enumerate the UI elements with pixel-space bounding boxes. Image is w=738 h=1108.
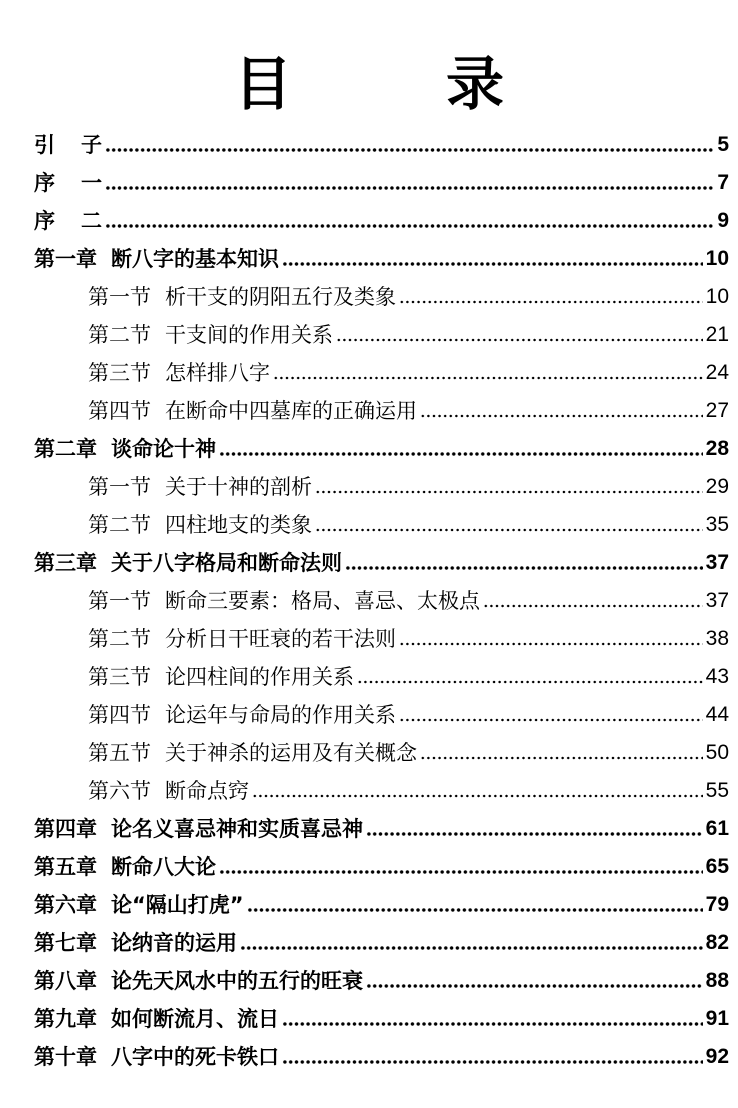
dot-leader — [105, 222, 714, 230]
chapter-title: 谈命论十神 — [111, 437, 216, 461]
page-number: 55 — [705, 779, 729, 802]
dot-leader — [399, 716, 703, 724]
dot-leader — [282, 1020, 703, 1028]
dot-leader — [105, 184, 714, 192]
chapter-title: 八字中的死卡铁口 — [111, 1045, 279, 1069]
section-title: 关于神杀的运用及有关概念 — [165, 741, 417, 765]
toc-entry-label — [88, 468, 312, 506]
toc-entry-label — [88, 278, 396, 316]
chapter-title: 论纳音的运用 — [111, 931, 237, 955]
section-title: 论四柱间的作用关系 — [165, 665, 354, 689]
dot-leader — [345, 564, 703, 572]
toc-entry-label — [88, 734, 417, 772]
toc-section-entry[interactable] — [34, 772, 729, 810]
chapter-title: 断命八大论 — [111, 855, 216, 879]
dot-leader — [315, 526, 703, 534]
toc-entry-label — [88, 658, 354, 696]
toc-entry-label — [34, 962, 363, 1000]
chapter-number: 第七章 — [34, 931, 97, 955]
section-number: 第二节 — [88, 627, 151, 651]
section-number: 第一节 — [88, 475, 151, 499]
dot-leader — [105, 146, 714, 154]
dot-leader — [219, 450, 703, 458]
section-title: 干支间的作用关系 — [165, 323, 333, 347]
chapter-number: 第一章 — [34, 247, 97, 271]
toc-section-entry[interactable] — [34, 316, 729, 354]
section-title: 在断命中四墓库的正确运用 — [165, 399, 417, 423]
toc-entry-label — [34, 126, 102, 164]
chapter-number: 第二章 — [34, 437, 97, 461]
toc-chapter-entry[interactable] — [34, 1038, 729, 1076]
section-number: 第四节 — [88, 703, 151, 727]
page-number: 5 — [717, 133, 729, 156]
chapter-number: 第四章 — [34, 817, 97, 841]
toc-entry-label — [88, 772, 249, 810]
dot-leader — [420, 754, 703, 762]
page-number: 79 — [705, 893, 729, 916]
page-number: 7 — [717, 171, 729, 194]
dot-leader — [483, 602, 703, 610]
section-title: 怎样排八字 — [165, 361, 270, 385]
toc-entry-label — [34, 1038, 279, 1076]
chapter-number: 序 — [34, 171, 55, 195]
toc-chapter-entry[interactable] — [34, 164, 729, 202]
toc-section-entry[interactable] — [34, 354, 729, 392]
toc-chapter-entry[interactable] — [34, 886, 729, 924]
toc-entry-label — [88, 354, 270, 392]
dot-leader — [247, 906, 703, 914]
chapter-title: 论“隔山打虎” — [111, 893, 244, 917]
toc-entry-label — [34, 886, 244, 924]
chapter-title: 论先天风水中的五行的旺衰 — [111, 969, 363, 993]
page-number: 65 — [705, 855, 729, 878]
section-number: 第三节 — [88, 361, 151, 385]
section-number: 第二节 — [88, 323, 151, 347]
page-number: 88 — [705, 969, 729, 992]
page-number: 44 — [705, 703, 729, 726]
chapter-number: 第六章 — [34, 893, 97, 917]
toc-entry-label — [88, 582, 480, 620]
toc-section-entry[interactable] — [34, 392, 729, 430]
toc-entry-label — [34, 202, 102, 240]
section-title: 断命点窍 — [165, 779, 249, 803]
dot-leader — [282, 1058, 703, 1066]
section-title: 论运年与命局的作用关系 — [165, 703, 396, 727]
chapter-title: 关于八字格局和断命法则 — [111, 551, 342, 575]
chapter-number: 第三章 — [34, 551, 97, 575]
dot-leader — [315, 488, 703, 496]
chapter-title: 论名义喜忌神和实质喜忌神 — [111, 817, 363, 841]
toc-entry-label — [34, 924, 237, 962]
toc-section-entry[interactable] — [34, 278, 729, 316]
page-number: 37 — [705, 589, 729, 612]
toc-section-entry[interactable] — [34, 582, 729, 620]
toc-chapter-entry[interactable] — [34, 1000, 729, 1038]
toc-entry-label — [88, 696, 396, 734]
chapter-number: 引 — [34, 133, 55, 157]
page-number: 10 — [705, 247, 729, 270]
toc-entry-label — [34, 544, 342, 582]
section-title: 分析日干旺衰的若干法则 — [165, 627, 396, 651]
page-number: 38 — [705, 627, 729, 650]
toc-section-entry[interactable] — [34, 696, 729, 734]
dot-leader — [420, 412, 703, 420]
section-number: 第一节 — [88, 589, 151, 613]
toc-chapter-entry[interactable] — [34, 848, 729, 886]
toc-section-entry[interactable] — [34, 734, 729, 772]
page-number: 92 — [705, 1045, 729, 1068]
toc-chapter-entry[interactable] — [34, 924, 729, 962]
toc-entry-label — [88, 316, 333, 354]
chapter-title: 子 — [81, 133, 102, 157]
toc-chapter-entry[interactable] — [34, 544, 729, 582]
toc-chapter-entry[interactable] — [34, 962, 729, 1000]
toc-entry-label — [88, 392, 417, 430]
page-number: 10 — [705, 285, 729, 308]
section-title: 关于十神的剖析 — [165, 475, 312, 499]
chapter-number: 序 — [34, 209, 55, 233]
section-number: 第五节 — [88, 741, 151, 765]
dot-leader — [219, 868, 703, 876]
toc-chapter-entry[interactable] — [34, 430, 729, 468]
toc-chapter-entry[interactable] — [34, 126, 729, 164]
dot-leader — [273, 374, 703, 382]
toc-entry-label — [34, 1000, 279, 1038]
chapter-number: 第十章 — [34, 1045, 97, 1069]
chapter-title: 如何断流月、流日 — [111, 1007, 279, 1031]
toc-section-entry[interactable] — [34, 658, 729, 696]
chapter-title: 一 — [81, 171, 102, 195]
table-of-contents — [34, 126, 729, 1076]
toc-section-entry[interactable] — [34, 620, 729, 658]
page-number: 82 — [705, 931, 729, 954]
dot-leader — [399, 298, 703, 306]
toc-chapter-entry[interactable] — [34, 202, 729, 240]
page-number: 21 — [705, 323, 729, 346]
dot-leader — [336, 336, 703, 344]
section-title: 四柱地支的类象 — [165, 513, 312, 537]
page-number: 28 — [705, 437, 729, 460]
dot-leader — [252, 792, 703, 800]
page-number: 37 — [705, 551, 729, 574]
dot-leader — [399, 640, 703, 648]
toc-entry-label — [34, 848, 216, 886]
toc-entry-label — [34, 430, 216, 468]
dot-leader — [282, 260, 703, 268]
chapter-number: 第八章 — [34, 969, 97, 993]
toc-section-entry[interactable] — [34, 468, 729, 506]
page-number: 27 — [705, 399, 729, 422]
toc-chapter-entry[interactable] — [34, 810, 729, 848]
toc-entry-label — [34, 240, 279, 278]
section-number: 第二节 — [88, 513, 151, 537]
section-number: 第四节 — [88, 399, 151, 423]
chapter-title: 断八字的基本知识 — [111, 247, 279, 271]
toc-entry-label — [34, 810, 363, 848]
page-number: 61 — [705, 817, 729, 840]
toc-section-entry[interactable] — [34, 506, 729, 544]
dot-leader — [366, 982, 703, 990]
page-title: 目 录 — [233, 50, 552, 118]
toc-entry-label — [34, 164, 102, 202]
section-title: 析干支的阴阳五行及类象 — [165, 285, 396, 309]
page-number: 43 — [705, 665, 729, 688]
chapter-number: 第五章 — [34, 855, 97, 879]
section-number: 第一节 — [88, 285, 151, 309]
section-title: 断命三要素：格局、喜忌、太极点 — [165, 589, 480, 613]
page-number: 91 — [705, 1007, 729, 1030]
section-number: 第三节 — [88, 665, 151, 689]
toc-chapter-entry[interactable] — [34, 240, 729, 278]
toc-entry-label — [88, 620, 396, 658]
page-number: 50 — [705, 741, 729, 764]
page-number: 24 — [705, 361, 729, 384]
page-number: 35 — [705, 513, 729, 536]
dot-leader — [366, 830, 703, 838]
dot-leader — [240, 944, 703, 952]
section-number: 第六节 — [88, 779, 151, 803]
page-number: 9 — [717, 209, 729, 232]
chapter-title: 二 — [81, 209, 102, 233]
dot-leader — [357, 678, 703, 686]
page-number: 29 — [705, 475, 729, 498]
chapter-number: 第九章 — [34, 1007, 97, 1031]
toc-entry-label — [88, 506, 312, 544]
